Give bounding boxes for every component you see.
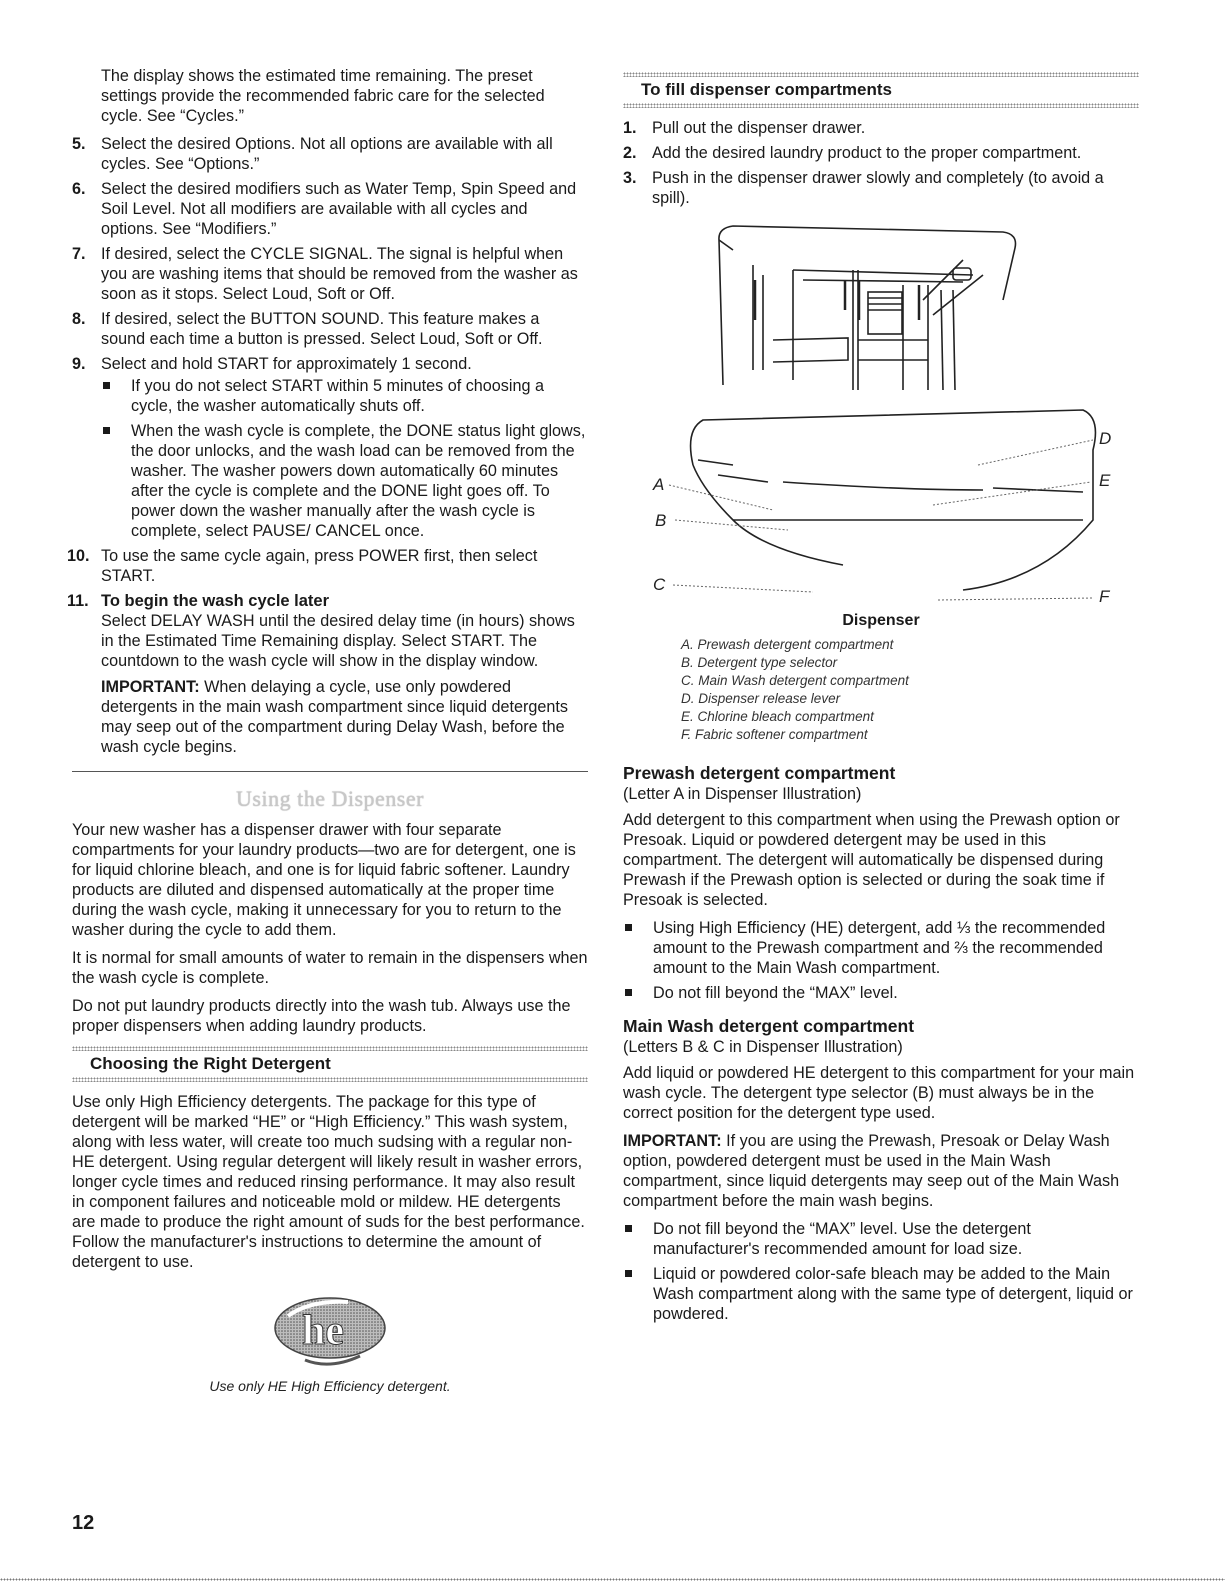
figure-title: Dispenser (842, 612, 920, 629)
dispenser-illustration (623, 220, 1139, 610)
prewash-heading: Prewash detergent compartment (623, 763, 896, 783)
mainwash-important: IMPORTANT: If you are using the Prewash, Presoak or Delay Wash option, powdered detergent must be used in the Main Wash compartment, since liquid detergents may seep out of the Main Wash compartment before the main wash begins. (623, 1132, 1120, 1210)
he-caption: Use only HE High Efficiency detergent. (209, 1378, 451, 1394)
he-logo-icon (260, 1294, 400, 1372)
dispenser-paragraph: Do not put laundry products directly into the wash tub. Always use the proper dispensers when adding laundry products. (72, 997, 571, 1035)
legend-item: D. Dispenser release lever (681, 691, 841, 706)
prewash-text: Add detergent to this compartment when using the Prewash option or Presoak. Liquid or powdered detergent may be used in this compartment. The detergent will automatically be dispensed during Prewash if the Prewash option is selected or during the soak time if Presoak is selected. (623, 811, 1120, 909)
figure-letter-d: D (1099, 429, 1112, 448)
list-item: 2. Add the desired laundry product to the proper compartment. (623, 144, 1082, 162)
section-title: Using the Dispenser (236, 786, 424, 811)
figure-letter-e: E (1099, 471, 1111, 490)
figure-letter-c: C (653, 575, 666, 594)
figure-letter-a: A (653, 475, 665, 494)
legend-item: A. Prewash detergent compartment (681, 637, 894, 652)
list-item: 7. If desired, select the CYCLE SIGNAL. The signal is helpful when you are washing items that should be removed from the washer as soon as it stops. Select Loud, Soft or Off. (72, 245, 578, 303)
mainwash-heading: Main Wash detergent compartment (623, 1016, 915, 1036)
delay-heading: To begin the wash cycle later (101, 592, 330, 610)
list-item: 8. If desired, select the BUTTON SOUND. This feature makes a sound each time a button is pressed. Select Loud, Soft or Off. (72, 310, 543, 348)
detergent-heading-box (72, 1046, 588, 1082)
dispenser-paragraph: Your new washer has a dispenser drawer with four separate compartments for your laundry products—two are for detergent, one is for liquid chlorine bleach, and one is for liquid fabric softener. Laundry products are diluted and dispensed automatically at the proper time during the wash cycle, making it unnecessary for you to return to the washer during the cycle to add them. (72, 821, 576, 939)
list-item: 6. Select the desired modifiers such as Water Temp, Spin Speed and Soil Level. Not all modifiers are available with all cycles and options. See “Modifiers.” (72, 180, 577, 238)
legend-item: B. Detergent type selector (681, 655, 838, 670)
bullet-item: When the wash cycle is complete, the DONE status light glows, the door unlocks, and the wash load can be removed from the washer. The washer powers down automatically 60 minutes after the cycle is complete and the DONE light goes off. To power down the washer manually after the wash cycle is complete, select PAUSE/ CANCEL once. (101, 421, 588, 541)
section-divider (72, 771, 588, 772)
fill-heading-box (623, 72, 1139, 108)
bullet-item: Liquid or powdered color-safe bleach may be added to the Main Wash compartment along with the same type of detergent, liquid or powdered. (623, 1264, 1139, 1324)
list-item: 10. To use the same cycle again, press POWER first, then select START. (67, 547, 538, 585)
important-note: IMPORTANT: When delaying a cycle, use only powdered detergents in the main wash compartment since liquid detergents may seep out of the compartment during Delay Wash, before the wash cycle begins. (101, 678, 568, 756)
list-item: 9. Select and hold START for approximately 1 second. If you do not select START within 5 minutes of choosing a cycle, the washer automatically shuts off. When the wash cycle is complete, the DONE status light glows, the door unlocks, and the wash load can be removed from the washer. The washer powers down automatically 60 minutes after the cycle is complete and the DONE light goes off. To power down the washer manually after the wash cycle is complete, select PAUSE/ CANCEL once. (72, 354, 588, 541)
legend-item: C. Main Wash detergent compartment (681, 673, 909, 688)
list-item: 3. Push in the dispenser drawer slowly and completely (to avoid a spill). (623, 169, 1104, 207)
page-number: 12 (72, 1512, 95, 1534)
bottom-rule (0, 1578, 1225, 1581)
list-item: 1. Pull out the dispenser drawer. (623, 119, 866, 137)
svg-text:he: he (302, 1308, 344, 1354)
detergent-heading: Choosing the Right Detergent (90, 1054, 331, 1073)
intro-text: The display shows the estimated time remaining. The preset settings provide the recommended fabric care for the selected cycle. See “Cycles.” (101, 67, 545, 125)
legend-item: F. Fabric softener compartment (681, 727, 868, 742)
bullet-item: Do not fill beyond the “MAX” level. Use the detergent manufacturer's recommended amount for load size. (623, 1219, 1139, 1259)
detergent-text: Use only High Efficiency detergents. The package for this type of detergent will be marked “HE” or “High Efficiency.” This wash system, along with less water, will create too much sudsing with a regular non-HE detergent. Using regular detergent will likely result in washer errors, longer cycle times and reduced rinsing performance. It may also result in component failures and noticeable mold or mildew. HE detergents are made to produce the right amount of suds for the best performance. Follow the manufacturer's instructions to determine the amount of detergent to use. (72, 1093, 585, 1271)
figure-letter-b: B (655, 511, 667, 530)
right-column (623, 72, 1139, 1329)
fill-heading: To fill dispenser compartments (641, 80, 892, 99)
prewash-bullets (623, 918, 1139, 1003)
steps-list (67, 134, 588, 757)
legend-item: E. Chlorine bleach compartment (681, 709, 874, 724)
bullet-item: If you do not select START within 5 minutes of choosing a cycle, the washer automatically shuts off. (101, 376, 588, 416)
figure-letter-f: F (1099, 587, 1110, 606)
mainwash-sub: (Letters B & C in Dispenser Illustration) (623, 1038, 903, 1056)
list-item: 5. Select the desired Options. Not all options are available with all cycles. See “Options.” (72, 135, 553, 173)
bullet-item: Do not fill beyond the “MAX” level. (623, 983, 1139, 1003)
left-column (67, 66, 588, 1394)
fill-steps (623, 118, 1139, 208)
prewash-sub: (Letter A in Dispenser Illustration) (623, 785, 862, 803)
bullet-item: Using High Efficiency (HE) detergent, add ⅓ the recommended amount to the Prewash compartment and ⅔ the recommended amount to the Main Wash compartment. (623, 918, 1139, 978)
step9-bullets (101, 376, 588, 541)
mainwash-bullets (623, 1219, 1139, 1324)
mainwash-text: Add liquid or powdered HE detergent to this compartment for your main wash cycle. The detergent type selector (B) must always be in the correct position for the detergent type used. (623, 1064, 1135, 1122)
list-item: 11. To begin the wash cycle later Select DELAY WASH until the desired delay time (in hours) shows in the Estimated Time Remaining display. Select START. The countdown to the wash cycle will show in the display window. IMPORTANT: When delaying a cycle, use only powdered detergents in the main wash compartment since liquid detergents may seep out of the compartment during Delay Wash, before the wash cycle begins. (72, 591, 588, 757)
dispenser-paragraph: It is normal for small amounts of water to remain in the dispensers when the wash cycle is complete. (72, 949, 588, 987)
figure-legend (681, 636, 1139, 744)
